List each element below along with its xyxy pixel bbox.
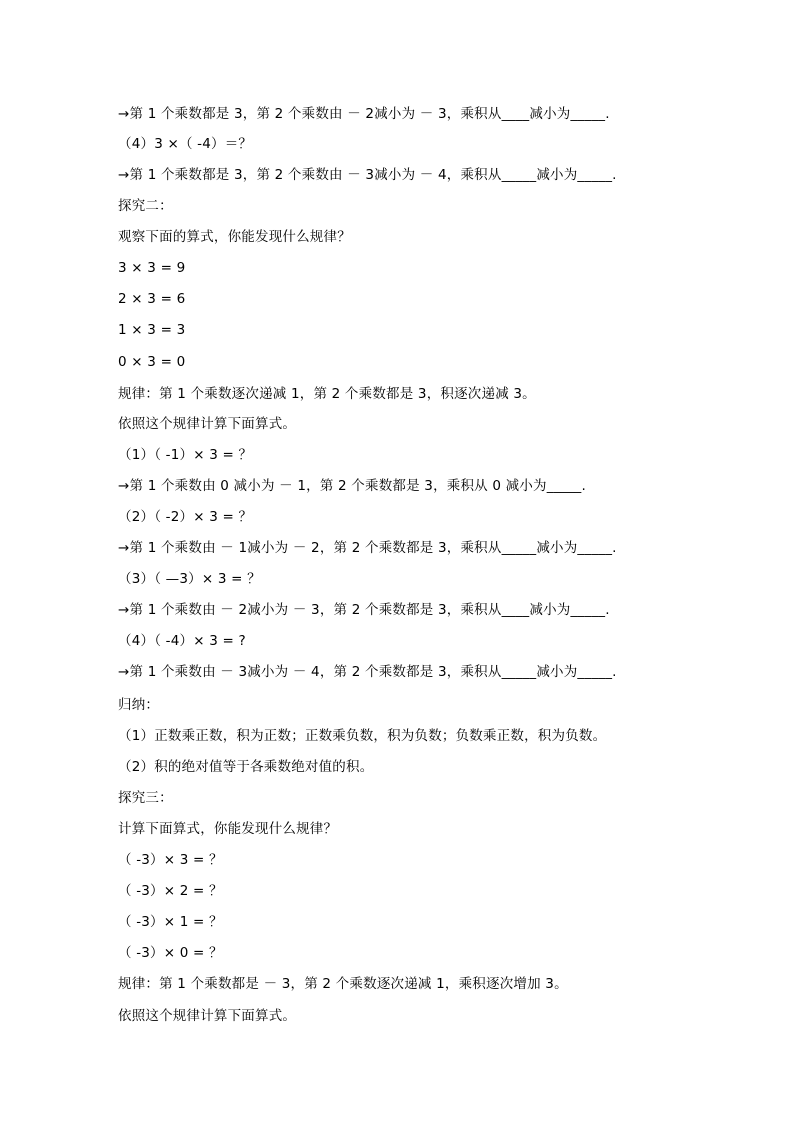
- equation-line: （4）（ -4）× 3 = ?: [118, 633, 246, 649]
- text-line: →第 1 个乘数都是 3，第 2 个乘数由 － 2减小为 － 3，乘积从____减小为_____.: [118, 106, 610, 122]
- equation-line: 3 × 3 = 9: [118, 260, 186, 276]
- section-heading: 探究三：: [118, 790, 173, 806]
- text-line: →第 1 个乘数由 － 1减小为 － 2，第 2 个乘数都是 3，乘积从_____减小为_____.: [118, 540, 617, 556]
- equation-line: 0 × 3 = 0: [118, 354, 186, 370]
- equation-line: （ -3）× 2 = ？: [118, 883, 223, 899]
- equation-line: （2）（ -2）× 3 = ？: [118, 509, 253, 525]
- section-heading: 归纳：: [118, 697, 160, 713]
- equation-line: （ -3）× 1 = ？: [118, 914, 223, 930]
- text-line: →第 1 个乘数都是 3，第 2 个乘数由 － 3减小为 － 4，乘积从_____减小为_____.: [118, 167, 617, 183]
- text-line: 规律：第 1 个乘数都是 － 3，第 2 个乘数逐次递减 1，乘积逐次增加 3。: [118, 976, 568, 992]
- equation-line: 2 × 3 = 6: [118, 291, 186, 307]
- equation-line: （1）（ -1）× 3 = ？: [118, 447, 253, 463]
- equation-line: （3）（ —3）× 3 = ？: [118, 571, 261, 587]
- equation-line: （ -3）× 3 = ？: [118, 852, 223, 868]
- text-line: →第 1 个乘数由 0 减小为 － 1，第 2 个乘数都是 3，乘积从 0 减小为_____.: [118, 478, 586, 494]
- text-line: →第 1 个乘数由 － 2减小为 － 3，第 2 个乘数都是 3，乘积从____减小为_____.: [118, 602, 610, 618]
- text-line: 规律：第 1 个乘数逐次递减 1，第 2 个乘数都是 3，积逐次递减 3。: [118, 386, 536, 402]
- text-line: 观察下面的算式，你能发现什么规律？: [118, 229, 351, 245]
- text-line: 依照这个规律计算下面算式。: [118, 1008, 297, 1024]
- text-line: 依照这个规律计算下面算式。: [118, 416, 297, 432]
- section-heading: 探究二：: [118, 198, 173, 214]
- text-line: →第 1 个乘数由 － 3减小为 － 4，第 2 个乘数都是 3，乘积从_____减小为_____.: [118, 664, 617, 680]
- equation-line: 1 × 3 = 3: [118, 322, 186, 338]
- text-line: （4）3 ×（ -4）＝？: [118, 136, 253, 152]
- text-line: （2）积的绝对值等于各乘数绝对值的积。: [118, 759, 374, 775]
- text-line: （1）正数乘正数，积为正数；正数乘负数，积为负数；负数乘正数，积为负数。: [118, 728, 607, 744]
- text-line: 计算下面算式，你能发现什么规律？: [118, 821, 338, 837]
- equation-line: （ -3）× 0 = ？: [118, 945, 223, 961]
